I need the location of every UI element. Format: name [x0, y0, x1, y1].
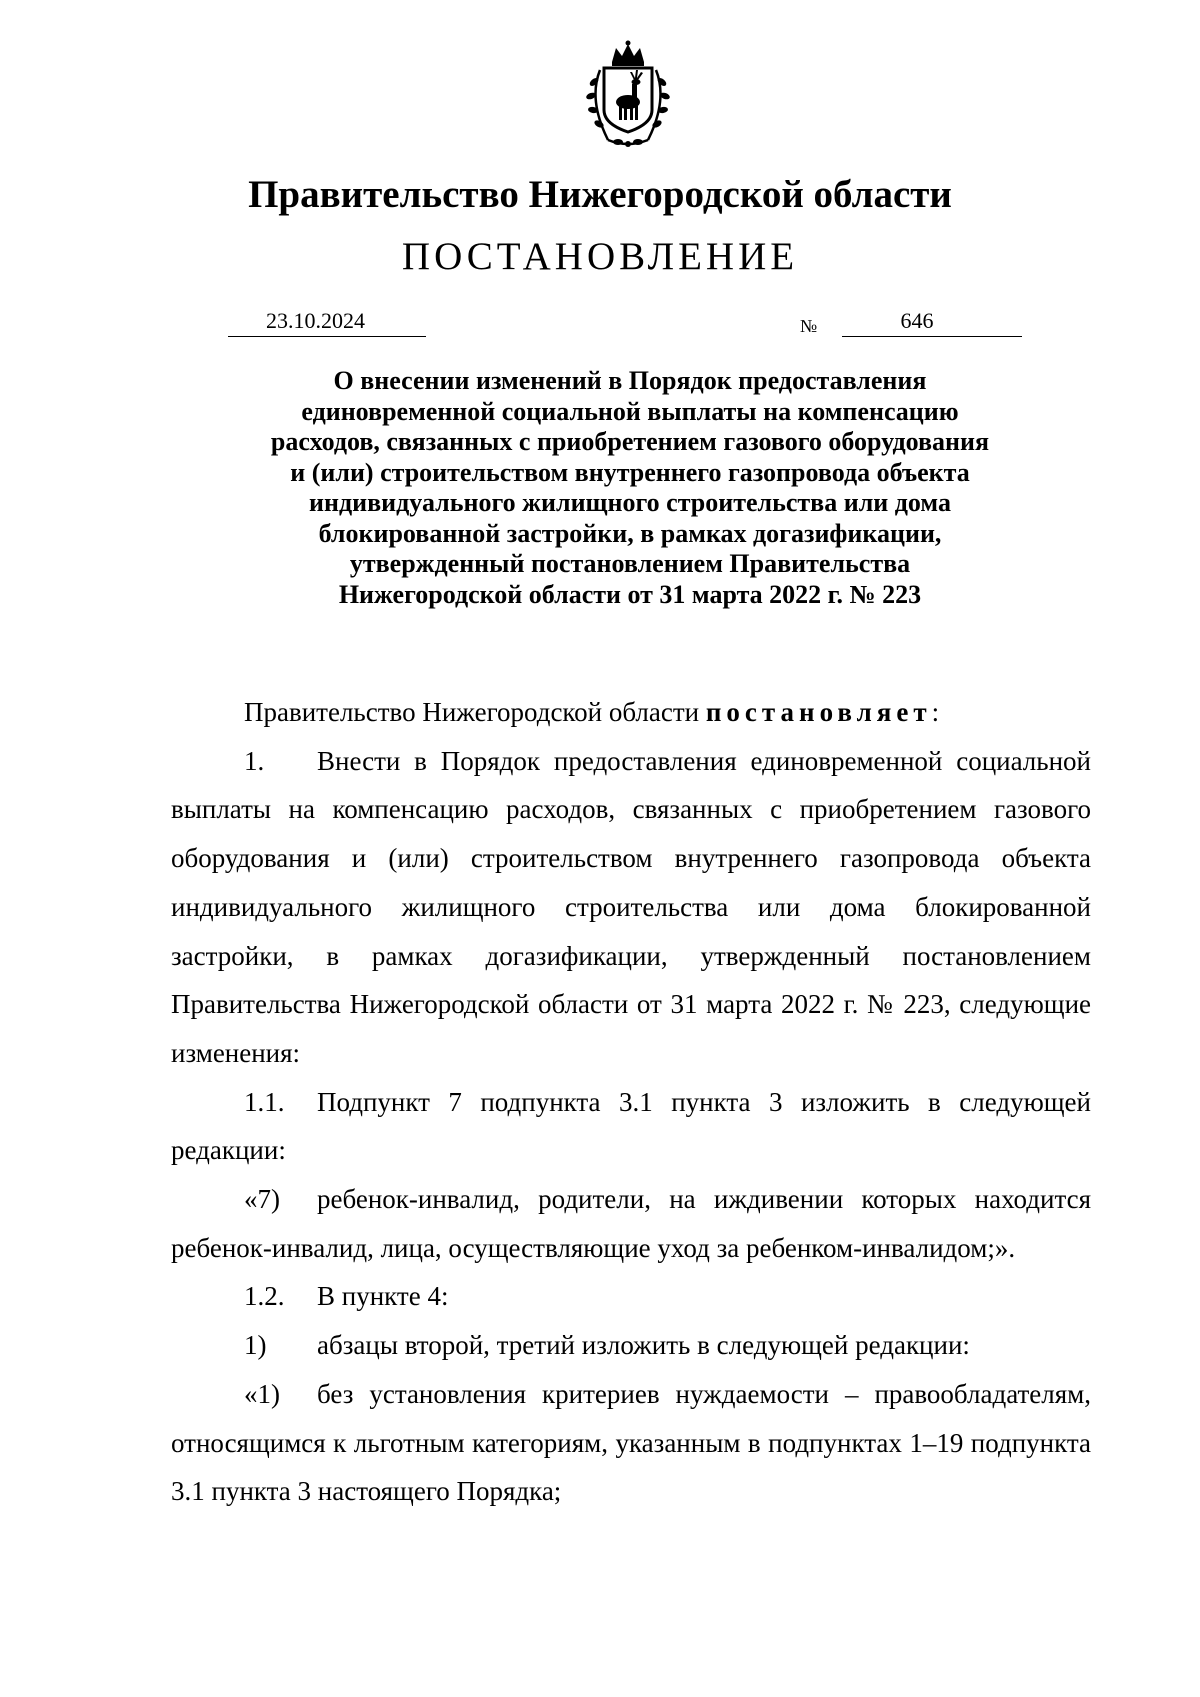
preamble-prefix: Правительство Нижегородской области [244, 697, 706, 727]
document-body [171, 688, 1091, 1516]
item-number: 1.1. [244, 1086, 285, 1117]
document-subject [230, 366, 1030, 610]
item-paragraph [171, 1370, 1091, 1516]
subject-line: расходов, связанных с приобретением газового оборудования [270, 427, 990, 456]
subject-line: блокированной застройки, в рамках догазификации, [318, 518, 942, 548]
item-text: абзацы второй, третий изложить в следующей редакции: [317, 1330, 970, 1361]
preamble-suffix: : [931, 697, 940, 727]
item-paragraph [171, 737, 1091, 1078]
item-text: Внести в Порядок предоставления единовременной социальной выплаты на компенсацию расходов, связанных с приобретением газового оборудования и (или) строительством внутреннего газопровода объекта индивидуального жилищного строительства или дома блокированной застройки, в рамках догазификации, утвержденный постановлением Правительства Нижегородской области от 31 марта 2022 г. № 223, следующие изменения: [171, 745, 1091, 1068]
subject-line: О внесении изменений в Порядок предоставления [333, 366, 927, 395]
subject-line: утвержденный постановлением Правительства [349, 549, 911, 578]
organization-title: Правительство Нижегородской области [248, 173, 952, 216]
item-text: Подпункт 7 подпункта 3.1 пункта 3 изложить в следующей редакции: [171, 1086, 1091, 1166]
document-type: ПОСТАНОВЛЕНИЕ [401, 235, 799, 278]
document-number: 646 [842, 306, 1022, 337]
subject-line: и (или) строительством внутреннего газопровода объекта [290, 457, 970, 487]
crown-icon [612, 41, 644, 67]
item-number: 1) [244, 1330, 267, 1361]
subject-line: единовременной социальной выплаты на компенсацию [301, 396, 959, 426]
item-text: В пункте 4: [317, 1281, 449, 1312]
item-paragraph [171, 1078, 1091, 1175]
item-number: 1. [244, 745, 265, 776]
item-paragraph [171, 1321, 1091, 1370]
item-number: «1) [244, 1378, 280, 1409]
number-label: № [800, 316, 818, 336]
preamble [171, 688, 1091, 737]
document-date: 23.10.2024 [228, 306, 426, 337]
coat-of-arms-emblem [574, 40, 682, 150]
item-number: «7) [244, 1184, 280, 1215]
item-text: ребенок-инвалид, родители, на иждивении которых находится ребенок-инвалид, лица, осуществляющие уход за ребенком-инвалидом;». [171, 1184, 1091, 1263]
preamble-verb: постановляет [705, 697, 932, 727]
subject-line: Нижегородской области от 31 марта 2022 г. № 223 [338, 579, 922, 609]
item-paragraph [171, 1175, 1091, 1272]
subject-line: индивидуального жилищного строительства или дома [309, 488, 951, 517]
item-paragraph [171, 1272, 1091, 1321]
item-number: 1.2. [244, 1281, 285, 1312]
item-text: без установления критериев нуждаемости – правообладателям, относящимся к льготным категориям, указанным в подпунктах 1–19 подпункта 3.1 пункта 3 настоящего Порядка; [171, 1378, 1091, 1507]
